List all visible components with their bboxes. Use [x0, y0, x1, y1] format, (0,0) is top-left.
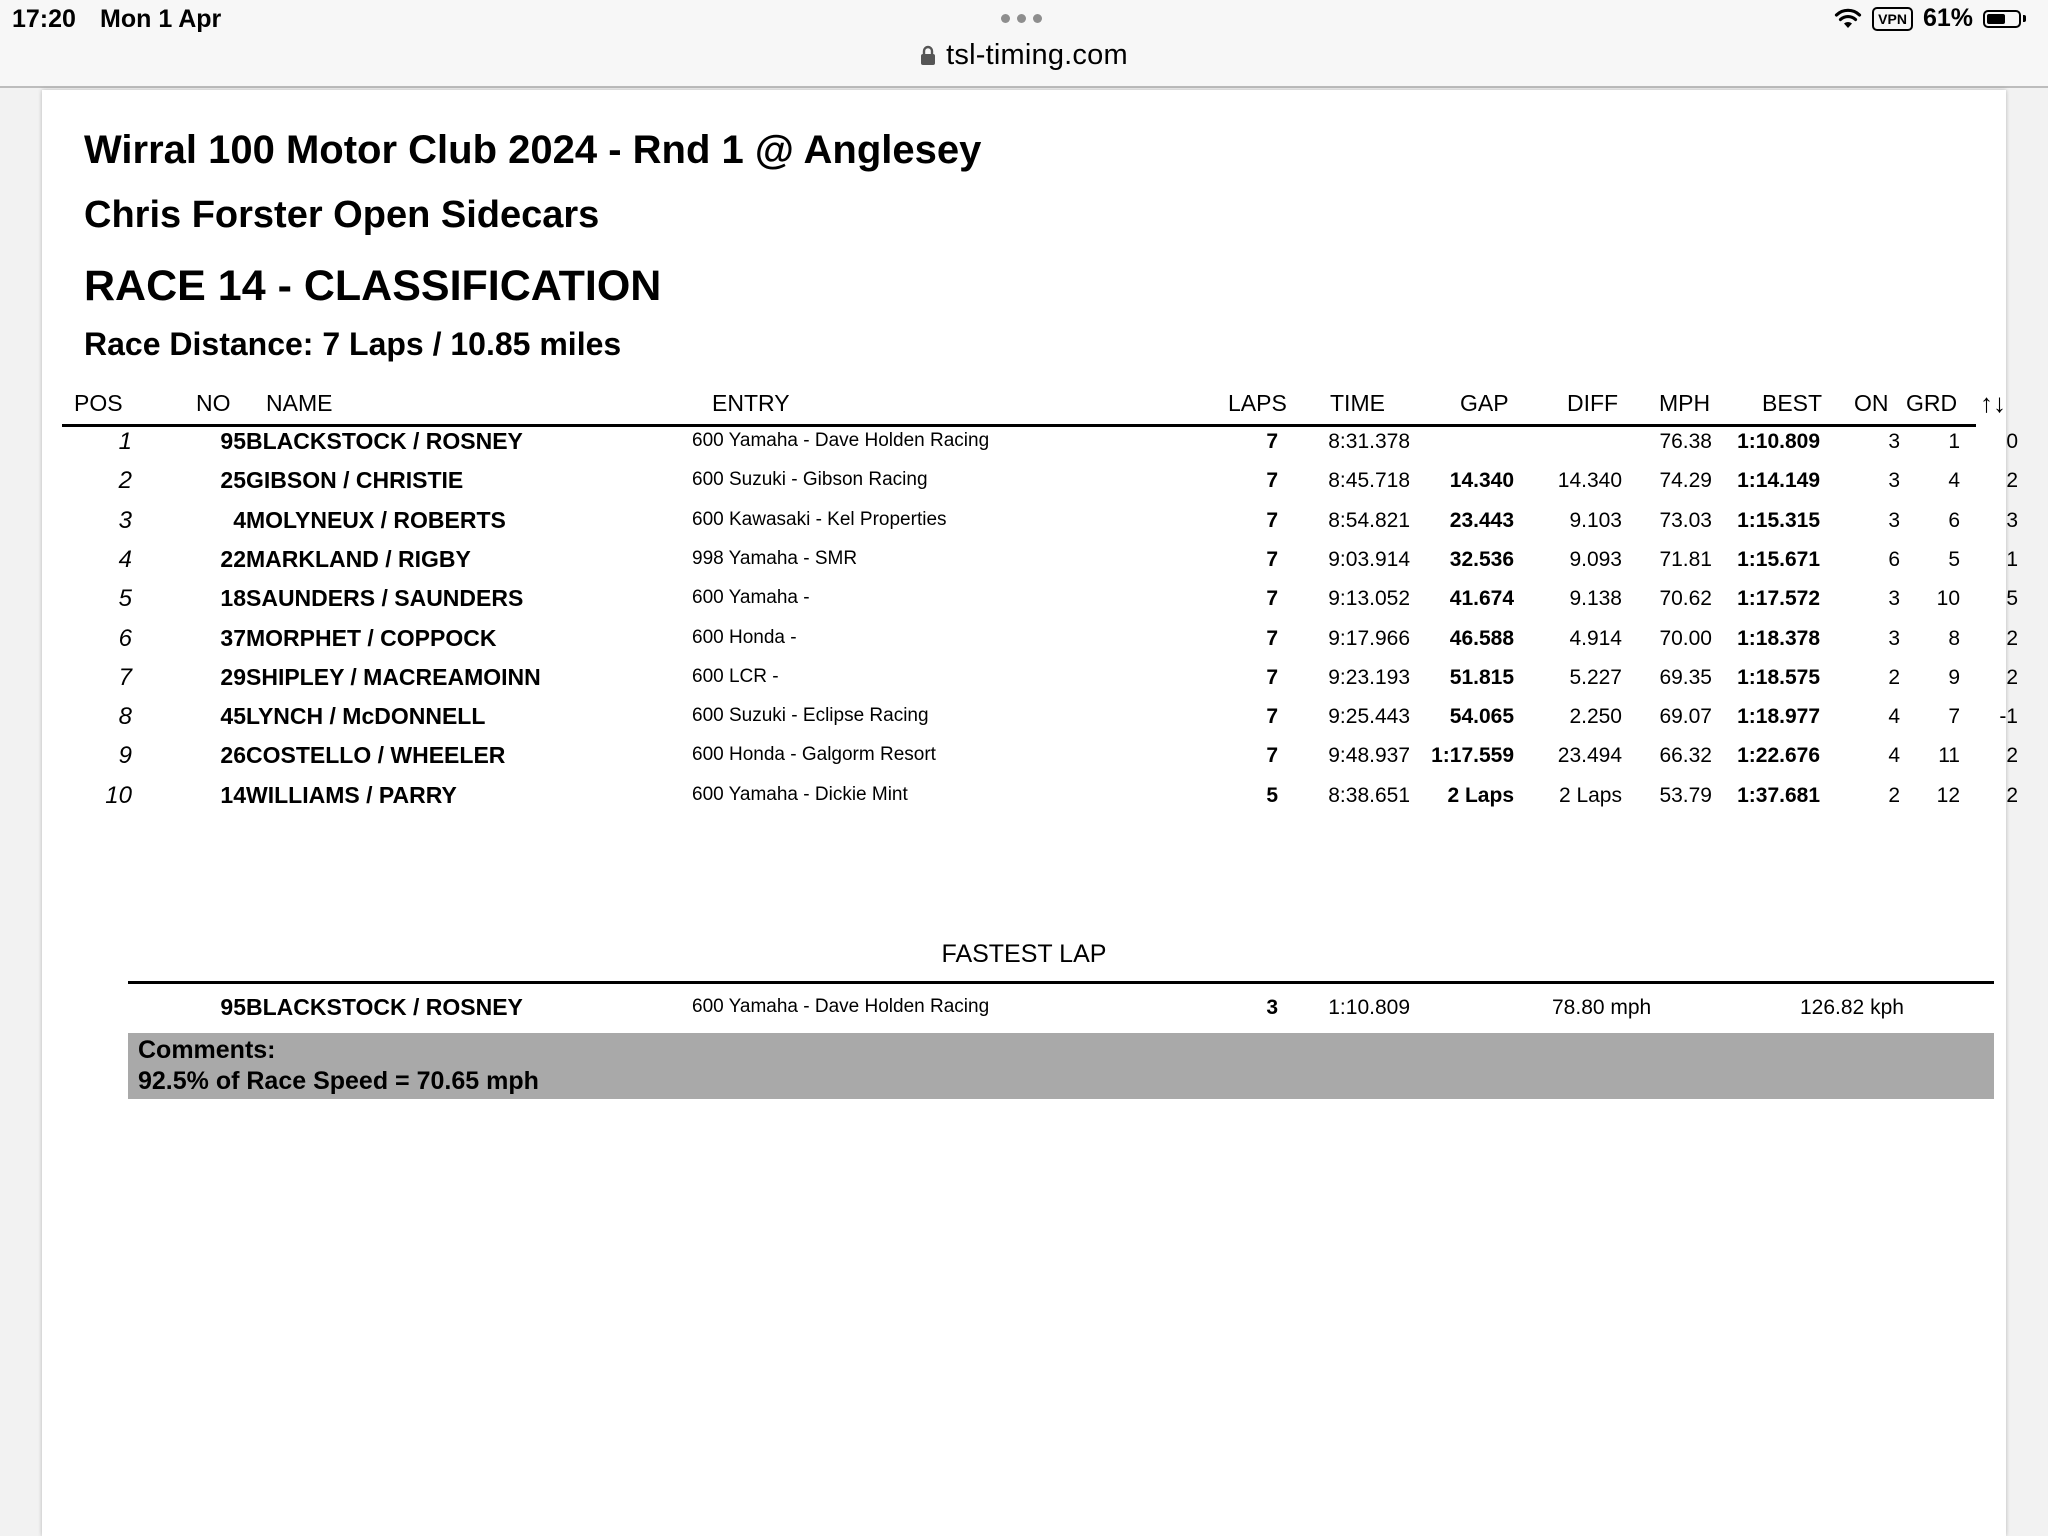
cell-on: 3 [1888, 469, 1900, 493]
cell-best: 1:18.378 [1737, 626, 1820, 650]
header-grd: GRD [1906, 390, 1958, 416]
race-distance: Race Distance: 7 Laps / 10.85 miles [84, 326, 622, 362]
fastest-lap-title: FASTEST LAP [941, 940, 1107, 968]
cell-pm: 2 [2006, 744, 2018, 768]
cell-laps: 5 [1266, 783, 1278, 807]
comments-text: 92.5% of Race Speed = 70.65 mph [138, 1067, 539, 1095]
cell-grd: 11 [1938, 744, 1960, 768]
cell-entry: 600 Kawasaki - Kel Properties [692, 508, 947, 530]
cell-diff: 9.138 [1569, 587, 1622, 611]
cell-gap: 23.443 [1449, 508, 1514, 532]
cell-mph: 70.62 [1659, 587, 1712, 611]
fastest-lap-no: 95 [220, 994, 246, 1020]
cell-entry: 998 Yamaha - SMR [692, 547, 858, 569]
cell-diff: 2 Laps [1558, 783, 1622, 807]
cell-diff: 9.093 [1569, 547, 1622, 571]
cell-best: 1:22.676 [1737, 744, 1820, 768]
results-document [42, 90, 2018, 1536]
cell-name: SHIPLEY / MACREAMOINN [246, 663, 541, 690]
header-best: BEST [1762, 390, 1823, 416]
cell-time: 9:17.966 [1328, 626, 1410, 650]
cell-laps: 7 [1266, 705, 1278, 729]
table-row [62, 503, 2018, 542]
cell-gap: 14.340 [1449, 469, 1514, 493]
lock-icon [920, 45, 936, 66]
cell-no: 14 [220, 781, 246, 808]
cell-pos: 7 [118, 663, 132, 691]
wifi-icon [1834, 8, 1862, 30]
cell-time: 9:03.914 [1328, 547, 1410, 571]
cell-name: WILLIAMS / PARRY [246, 781, 457, 808]
cell-grd: 4 [1948, 469, 1960, 493]
cell-laps: 7 [1266, 430, 1278, 453]
cell-laps: 7 [1266, 744, 1278, 768]
cell-pm: 2 [2006, 626, 2018, 650]
cell-grd: 6 [1948, 508, 1960, 532]
table-row [62, 424, 2018, 463]
cell-no: 29 [220, 663, 246, 690]
status-time: 17:20 [12, 5, 76, 33]
fastest-lap-entry: 600 Yamaha - Dave Holden Racing [692, 996, 990, 1017]
cell-pos: 8 [118, 703, 132, 731]
cell-entry: 600 Yamaha - Dickie Mint [692, 783, 908, 805]
cell-grd: 12 [1936, 783, 1960, 807]
cell-on: 3 [1888, 587, 1900, 611]
cell-entry: 600 Honda - [692, 626, 797, 648]
cell-time: 8:54.821 [1328, 508, 1410, 532]
cell-pm: 2 [2006, 783, 2018, 807]
cell-name: SAUNDERS / SAUNDERS [246, 585, 524, 612]
cell-mph: 74.29 [1659, 469, 1712, 493]
cell-on: 3 [1888, 626, 1900, 650]
cell-gap: 54.065 [1449, 705, 1514, 729]
results-table-header [62, 388, 2006, 427]
cell-on: 4 [1888, 744, 1900, 768]
cell-on: 2 [1888, 783, 1900, 807]
cell-pos: 1 [118, 428, 132, 455]
event-title: Wirral 100 Motor Club 2024 - Rnd 1 @ Anglesey [84, 128, 982, 172]
cell-gap: 32.536 [1449, 547, 1514, 571]
cell-mph: 53.79 [1659, 783, 1712, 807]
table-row [62, 581, 2018, 620]
fastest-lap-divider [128, 981, 1994, 984]
cell-laps: 7 [1266, 626, 1278, 650]
cell-time: 9:25.443 [1328, 705, 1410, 729]
cell-gap: 2 Laps [1447, 783, 1514, 807]
cell-no: 26 [220, 742, 246, 769]
cell-diff: 14.340 [1557, 469, 1622, 493]
header-no: NO [196, 390, 231, 416]
cell-mph: 70.00 [1659, 626, 1712, 650]
cell-best: 1:15.315 [1737, 508, 1820, 532]
sort-arrows-icon[interactable]: ↑↓ [1980, 388, 2006, 418]
cell-pos: 6 [118, 624, 132, 652]
table-row [62, 463, 2018, 502]
fastest-lap-name: BLACKSTOCK / ROSNEY [246, 994, 523, 1020]
cell-best: 1:17.572 [1737, 587, 1820, 611]
cell-gap: 41.674 [1449, 587, 1514, 611]
cell-pm: 1 [2006, 547, 2018, 571]
cell-no: 18 [220, 585, 246, 612]
cell-time: 8:38.651 [1328, 783, 1410, 807]
cell-laps: 7 [1266, 665, 1278, 689]
cell-time: 8:31.378 [1328, 430, 1410, 453]
cell-diff: 4.914 [1569, 626, 1622, 650]
cell-pm: 2 [2006, 469, 2018, 493]
table-row [62, 778, 2018, 817]
cell-no: 25 [220, 467, 246, 494]
fastest-lap-row [62, 990, 1976, 1030]
cell-no: 22 [220, 545, 246, 572]
cell-mph: 71.81 [1659, 547, 1712, 571]
cell-grd: 7 [1948, 705, 1960, 729]
cell-best: 1:37.681 [1737, 783, 1820, 807]
cell-pos: 2 [118, 467, 132, 495]
comments-label: Comments: [138, 1036, 276, 1064]
cell-name: MARKLAND / RIGBY [246, 545, 471, 572]
cell-pm: 2 [2006, 665, 2018, 689]
vpn-badge: VPN [1872, 7, 1913, 31]
cell-time: 8:45.718 [1328, 469, 1410, 493]
multitasking-dots-icon[interactable] [1001, 14, 1042, 23]
fastest-lap-time: 1:10.809 [1328, 996, 1410, 1019]
cell-pm: -1 [1999, 705, 2018, 729]
cell-entry: 600 LCR - [692, 665, 779, 687]
header-time: TIME [1330, 390, 1385, 416]
cell-no: 45 [220, 703, 246, 730]
cell-best: 1:15.671 [1737, 547, 1820, 571]
cell-name: LYNCH / McDONNELL [246, 703, 486, 730]
cell-mph: 76.38 [1659, 430, 1712, 453]
cell-entry: 600 Yamaha - Dave Holden Racing [692, 430, 990, 451]
cell-name: GIBSON / CHRISTIE [246, 467, 464, 494]
cell-diff: 2.250 [1569, 705, 1622, 729]
header-laps: LAPS [1228, 390, 1287, 416]
cell-pm: 3 [2006, 508, 2018, 532]
cell-entry: 600 Suzuki - Gibson Racing [692, 469, 928, 491]
cell-name: MORPHET / COPPOCK [246, 624, 497, 651]
table-row [62, 621, 2018, 660]
cell-time: 9:13.052 [1328, 587, 1410, 611]
cell-entry: 600 Suzuki - Eclipse Racing [692, 705, 929, 727]
table-row [62, 660, 2018, 699]
table-row [62, 699, 2018, 738]
battery-icon [1983, 10, 2026, 28]
header-pos: POS [74, 390, 123, 416]
header-gap: GAP [1460, 390, 1509, 416]
header-entry: ENTRY [712, 390, 790, 416]
class-title: Chris Forster Open Sidecars [84, 194, 600, 236]
cell-grd: 9 [1948, 665, 1960, 689]
cell-laps: 7 [1266, 508, 1278, 532]
cell-name: MOLYNEUX / ROBERTS [246, 506, 506, 533]
battery-percentage: 61% [1922, 4, 1973, 32]
url-text[interactable]: tsl-timing.com [946, 39, 1128, 71]
cell-diff: 23.494 [1557, 744, 1622, 768]
cell-mph: 69.35 [1659, 665, 1712, 689]
cell-no: 4 [233, 506, 246, 533]
cell-no: 95 [220, 428, 246, 454]
cell-pos: 4 [118, 545, 132, 573]
status-date: Mon 1 Apr [100, 5, 222, 33]
cell-entry: 600 Yamaha - [692, 587, 810, 609]
cell-on: 4 [1888, 705, 1900, 729]
header-mph: MPH [1659, 390, 1711, 416]
header-on: ON [1854, 390, 1889, 416]
cell-pm: 5 [2006, 587, 2018, 611]
cell-pos: 9 [118, 742, 132, 770]
cell-best: 1:18.977 [1737, 705, 1820, 729]
cell-time: 9:48.937 [1328, 744, 1410, 768]
status-indicators [1834, 4, 2026, 33]
cell-on: 3 [1888, 430, 1900, 453]
race-title: RACE 14 - CLASSIFICATION [84, 262, 662, 310]
cell-pm: 0 [2006, 430, 2018, 453]
table-row [62, 542, 2018, 581]
fastest-lap-mph: 78.80 mph [1552, 996, 1652, 1019]
table-row [62, 738, 2018, 777]
cell-gap: 1:17.559 [1431, 744, 1514, 768]
comments-box [128, 1033, 1994, 1099]
fastest-lap-lap: 3 [1266, 996, 1278, 1019]
cell-diff: 5.227 [1569, 665, 1622, 689]
cell-gap: 46.588 [1449, 626, 1514, 650]
cell-on: 3 [1888, 508, 1900, 532]
cell-laps: 7 [1266, 469, 1278, 493]
cell-best: 1:18.575 [1737, 665, 1820, 689]
browser-status-bar [0, 0, 2048, 88]
cell-diff: 9.103 [1569, 508, 1622, 532]
header-diff: DIFF [1567, 390, 1619, 416]
cell-pos: 3 [118, 506, 132, 534]
cell-best: 1:14.149 [1737, 469, 1820, 493]
cell-no: 37 [220, 624, 246, 651]
cell-mph: 69.07 [1659, 705, 1712, 729]
cell-entry: 600 Honda - Galgorm Resort [692, 744, 936, 766]
cell-time: 9:23.193 [1328, 665, 1410, 689]
cell-pos: 10 [105, 781, 132, 809]
fastest-lap-kph: 126.82 kph [1800, 996, 1904, 1019]
cell-pos: 5 [118, 585, 132, 613]
cell-name: COSTELLO / WHEELER [246, 742, 506, 769]
cell-grd: 8 [1948, 626, 1960, 650]
cell-laps: 7 [1266, 547, 1278, 571]
cell-grd: 5 [1948, 547, 1960, 571]
cell-on: 6 [1888, 547, 1900, 571]
cell-laps: 7 [1266, 587, 1278, 611]
header-name: NAME [266, 390, 333, 416]
cell-gap: 51.815 [1449, 665, 1514, 689]
cell-grd: 10 [1936, 587, 1960, 611]
address-bar[interactable] [0, 39, 2048, 72]
cell-mph: 73.03 [1659, 508, 1712, 532]
cell-mph: 66.32 [1659, 744, 1712, 768]
cell-grd: 1 [1948, 430, 1960, 453]
cell-best: 1:10.809 [1737, 430, 1820, 453]
cell-on: 2 [1888, 665, 1900, 689]
cell-name: BLACKSTOCK / ROSNEY [246, 428, 523, 454]
